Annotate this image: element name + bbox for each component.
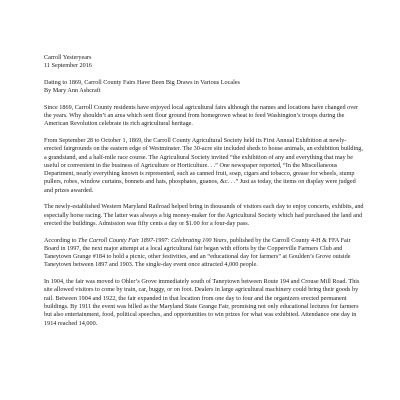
article-title: Dating to 1869, Carroll County Fairs Have Been Big Draws in Various Locales: [44, 78, 240, 86]
paragraph-text: In 1904, the fair was moved to Ohler’s Grove immediately south of Taneytown between Route 194 and Crouse Mill Road. This site allowed visitors to come by train, car, buggy, or on foot. Dealers in large agricultural machinery could bring their goods by rail. Between 1904 and 1922, the fair expanded in that location from one day to four and the organizers erected permanent buildings. By 1911 the event was billed as the Maryland State Grange Fair, promising not only educational lectures for farmers but also entertainment, food, political speeches, and opportunities to win prizes for what was exhibited. Attendance one day in 1914 reached 14,000.: [44, 278, 360, 327]
column-name: Carroll Yesteryears: [44, 54, 92, 61]
paragraph-text: According to: [44, 236, 79, 244]
article-byline: By Mary Ann Ashcraft: [44, 87, 101, 95]
article-paragraph: [44, 278, 364, 328]
article-body: [44, 104, 364, 328]
paragraph-text: , published by the Carroll County 4-H & FFA Fair Board in 1997, the next major attempt at a local agricultural fair began with efforts by the Copperville Farmers Club and Taneytown Grange #184 to hold a picnic, other festivities, and an “educational day for farmers” at Goulden’s Grove outside Taneytown between 1897 and 1903. The single-day event once attracted 4,000 people.: [44, 236, 351, 269]
article-paragraph: [44, 104, 364, 129]
book-title: The Carroll County Fair 1897-1997: Celebrating 100 Years: [78, 236, 227, 244]
heading-spacer: [44, 95, 364, 103]
article-page: [44, 54, 364, 328]
article-heading: [44, 79, 364, 96]
paragraph-text: The newly-established Western Maryland Railroad helped bring in thousands of visitors each day to enjoy concerts, exhibits, and especially horse racing. The latter was always a big money-maker for the Agricultural Society which had purchased the land and erected the buildings. Admission was fifty cents a day or $1.00 for a four-day pass.: [44, 203, 364, 227]
article-paragraph: [44, 237, 364, 270]
article-header: [44, 54, 364, 71]
paragraph-text: Since 1869, Carroll County residents have enjoyed local agricultural fairs although the names and locations have changed over the years. Why shouldn’t an area which sent flour ground from homegrown wheat to feed Washington’s troops during the American Revolution celebrate its rich agricultural heritage.: [44, 103, 359, 128]
article-date: 11 September 2016: [44, 62, 92, 70]
article-paragraph: [44, 137, 364, 195]
paragraph-text: From September 28 to October 1, 1869, the Carroll County Agricultural Society held its First Annual Exhibition at newly-erected fairgrounds on the eastern edge of Westminster. The 30-acre site included sheds to house animals, an exhibition building, a grandstand, and a half-mile race course. The Agricultural Society invited “the exhibition of any and everything that may be useful or convenient in the business of Agriculture or Horticulture. . .” One newspaper reported, “In the Miscellaneous Department, nearly everything known is represented, such as canned fruit, soap, cigars and tobacco, grease for wheels, stump pullers, robes, window curtains, bonnets and hats, phosphates, guanos, &c. . .” Just as today, the items on display were judged and prizes awarded.: [44, 136, 363, 194]
article-paragraph: [44, 203, 364, 228]
